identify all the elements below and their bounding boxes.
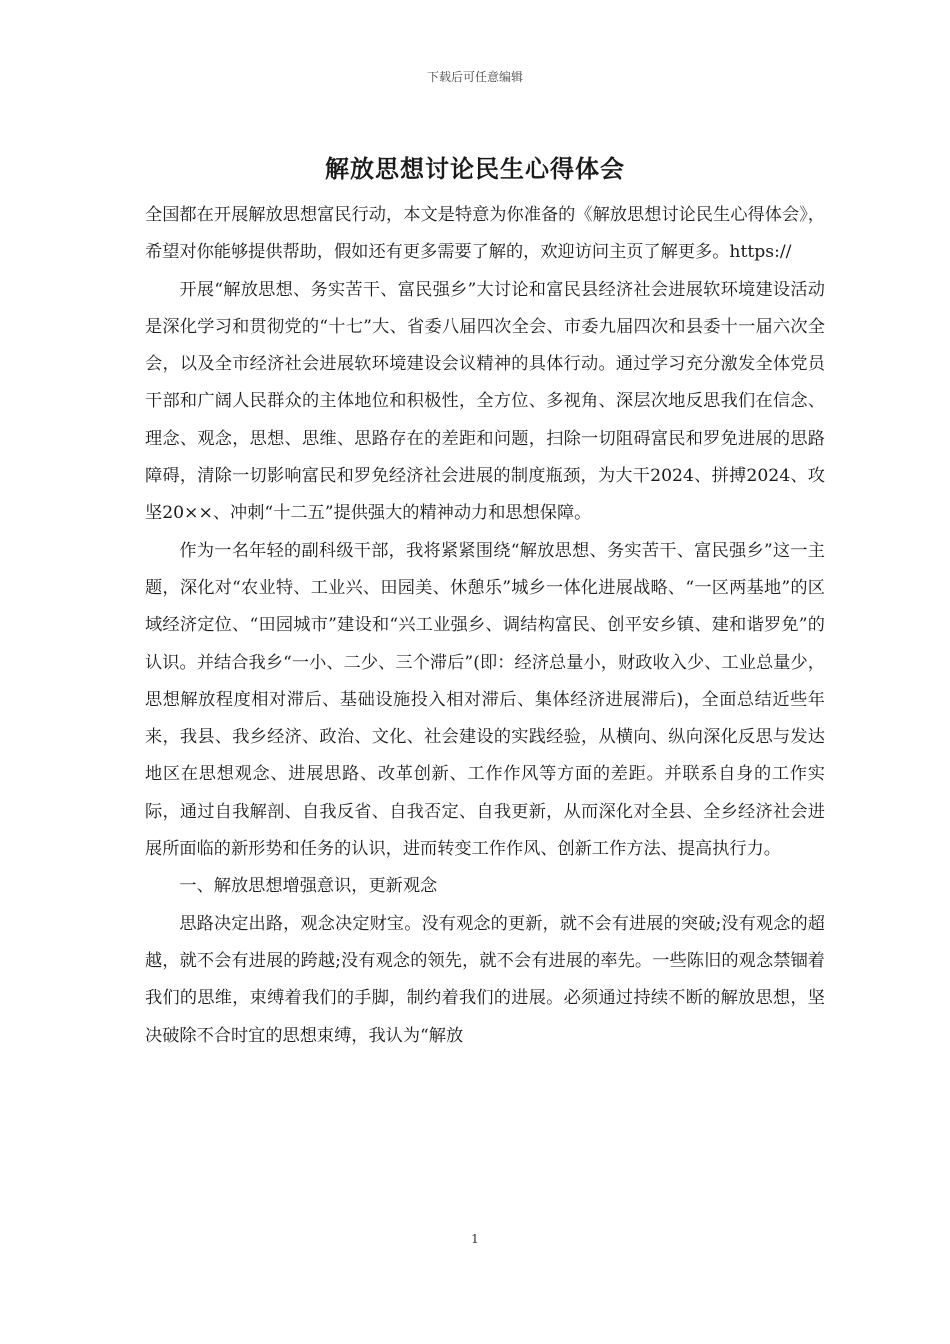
paragraph-section-1: 思路决定出路，观念决定财宝。没有观念的更新，就不会有进展的突破;没有观念的超越，就不会有进展的跨越;没有观念的领先，就不会有进展的率先。一些陈旧的观念禁锢着我们的思维，束缚着我们的手脚，制约着我们的进展。必须通过持续不断的解放思想，坚决破除不合时宜的思想束缚，我认为“解放 — [145, 913, 825, 1046]
section-heading-1: 一、解放思想增强意识，更新观念 — [179, 876, 438, 897]
document-title: 解放思想讨论民生心得体会 — [325, 154, 625, 183]
paragraph-intro: 全国都在开展解放思想富民行动，本文是特意为你准备的《解放思想讨论民生心得体会》，希望对你能够提供帮助，假如还有更多需要了解的，欢迎访问主页了解更多。https:// — [145, 205, 825, 263]
header-note: 下载后可任意编辑 — [426, 70, 523, 84]
paragraph-commitment: 作为一名年轻的副科级干部，我将紧紧围绕“解放思想、务实苦干、富民强乡”这一主题，深化对“农业特、工业兴、田园美、休憩乐”城乡一体化进展战略、“一区两基地”的区域经济定位、“田园城市”建设和“兴工业强乡、调结构富民、创平安乡镇、建和谐罗免”的认识。并结合我乡“一小、二少、三个滞后”(即：经济总量小，财政收入少、工业总量少，思想解放程度相对滞后、基础设施投入相对滞后、集体经济进展滞后)，全面总结近些年来，我县、我乡经济、政治、文化、社会建设的实践经验，从横向、纵向深化反思与发达地区在思想观念、进展思路、改革创新、工作作风等方面的差距。并联系自身的工作实际，通过自我解剖、自我反省、自我否定、自我更新，从而深化对全县、全乡经济社会进展所面临的新形势和任务的认识，进而转变工作作风、创新工作方法、提高执行力。 — [145, 540, 825, 860]
document-body — [145, 197, 825, 1055]
page-number: 1 — [471, 1232, 479, 1246]
paragraph-background: 开展“解放思想、务实苦干、富民强乡”大讨论和富民县经济社会进展软环境建设活动是深化学习和贯彻党的“十七”大、省委八届四次全会、市委九届四次和县委十一届六次全会，以及全市经济社会进展软环境建设会议精神的具体行动。通过学习充分激发全体党员干部和广阔人民群众的主体地位和积极性，全方位、多视角、深层次地反思我们在信念、理念、观念，思想、思维、思路存在的差距和问题，扫除一切阻碍富民和罗免进展的思路障碍，清除一切影响富民和罗免经济社会进展的制度瓶颈，为大干2024、拼搏2024、攻坚20××、冲刺“十二五”提供强大的精神动力和思想保障。 — [145, 279, 825, 524]
